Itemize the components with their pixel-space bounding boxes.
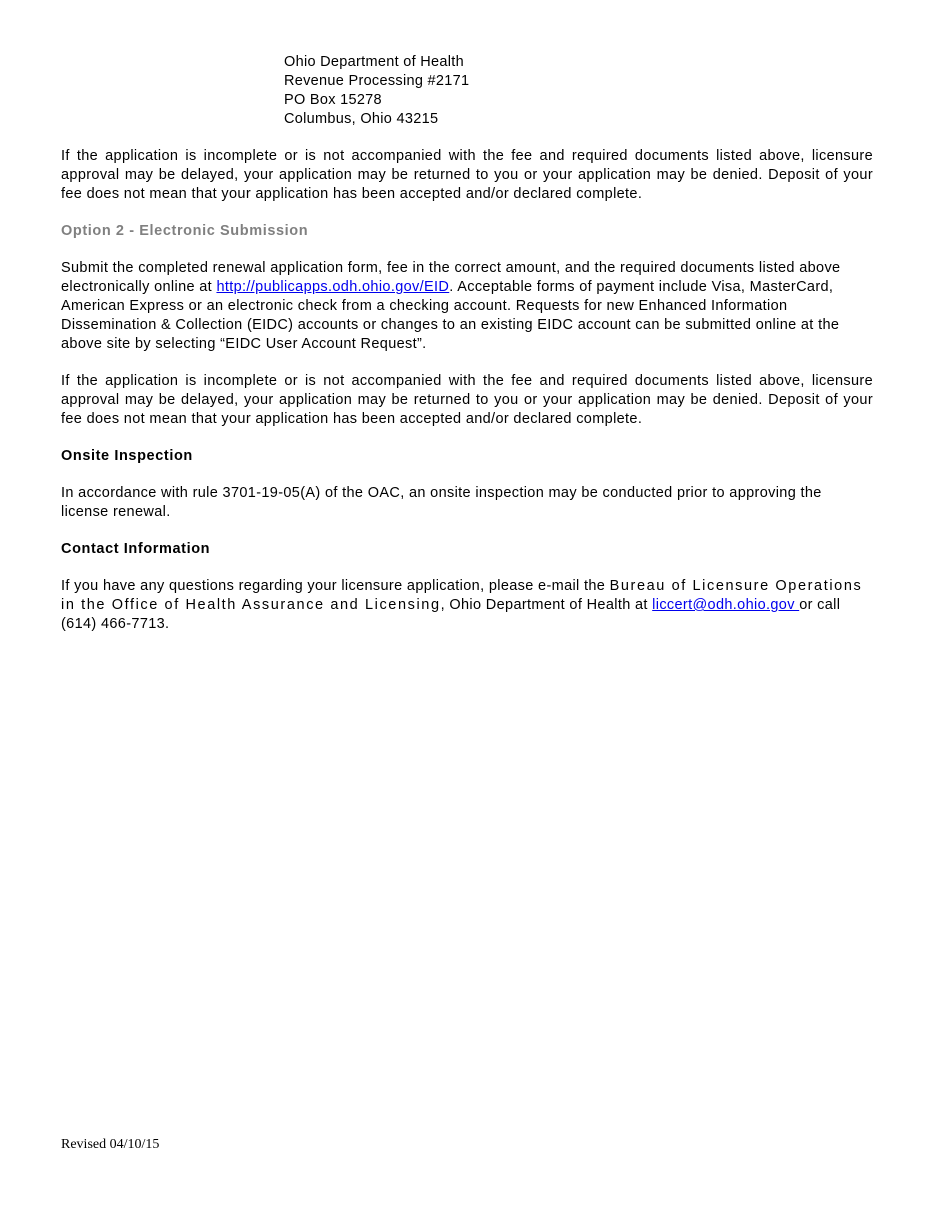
option1-warning-paragraph: If the application is incomplete or is not accompanied with the fee and required documents listed above, licensure approval may be delayed, your application may be returned to you or your application may be denied. Deposit of your fee does not mean that your application has been accepted and/or declared complete. [61,148,873,202]
option2-heading: Option 2 - Electronic Submission [61,223,309,239]
onsite-inspection-heading: Onsite Inspection [61,448,193,464]
bureau-name: Bureau of Licensure Operations in the Office of Health Assurance and Licensing [61,578,863,613]
contact-text-1: If you have any questions regarding your licensure application, please e-mail the [61,578,610,594]
document-body [61,147,873,652]
onsite-inspection-paragraph: In accordance with rule 3701-19-05(A) of the OAC, an onsite inspection may be conducted prior to approving the license renewal. [61,485,822,520]
option2-warning-paragraph: If the application is incomplete or is not accompanied with the fee and required documents listed above, licensure approval may be delayed, your application may be returned to you or your application may be denied. Deposit of your fee does not mean that your application has been accepted and/or declared complete. [61,373,873,427]
option2-text-before-link: Submit the completed renewal application form, fee in the correct amount, and the required documents listed above electronically online at [61,260,841,295]
option2-text-after-link: . Acceptable forms of payment include Visa, MasterCard, American Express or an electronic check from a checking account. Requests for new Enhanced Information Dissemination & Collection (EIDC) accounts or changes to an existing EIDC account can be submitted online at the above site by selecting “EIDC User Account Request”. [61,279,840,352]
contact-paragraph [61,577,873,634]
option2-paragraph [61,259,873,354]
address-line-1: Ohio Department of Health [284,54,464,70]
email-link[interactable]: liccert@odh.ohio.gov [652,597,800,613]
contact-information-heading: Contact Information [61,541,211,557]
address-line-3: PO Box 15278 [284,92,382,108]
contact-text-4: or call (614) 466-7713. [61,597,841,632]
eid-website-link[interactable]: http://publicapps.odh.ohio.gov/EID [216,279,450,295]
address-line-4: Columbus, Ohio 43215 [284,111,439,127]
address-line-2: Revenue Processing #2171 [284,73,470,89]
contact-text-3: , Ohio Department of Health at [440,597,653,613]
revised-date: Revised 04/10/15 [61,1137,160,1152]
mailing-address [284,53,469,129]
